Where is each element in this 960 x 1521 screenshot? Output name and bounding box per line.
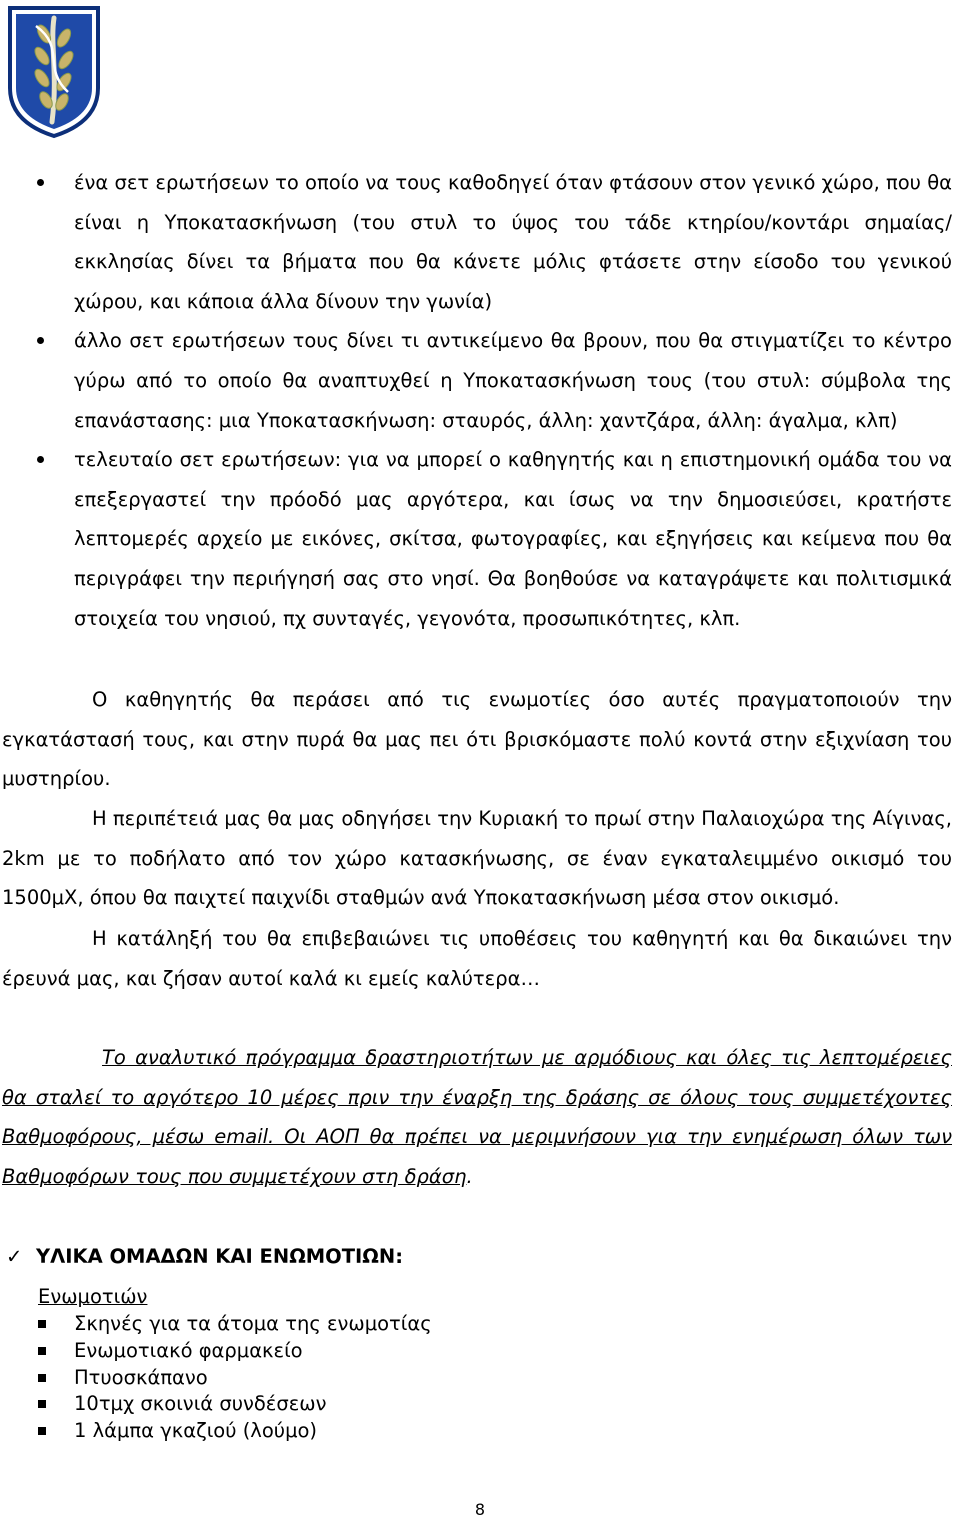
bullet-text: τελευταίο σετ ερωτήσεων: για να μπορεί ο καθηγητής και η επιστημονική ομάδα του να επεξεργαστεί την πρόοδό μας αργότερα, και ίσως να την δημοσιεύσει, κρατήστε λεπτομερές αρχείο με εικόνες, σκίτσα, φωτογραφίες, και εξηγήσεις και κείμενα που θα περιγράφει την περιήγησή σας στο νησί. Θα βοηθούσε να καταγράψετε και πολιτισμικά στοιχεία του νησιού, πχ συνταγές, γεγονότα, προσωπικότητες, κλπ. bbox=[74, 448, 952, 630]
item-text: Σκηνές για τα άτομα της ενωμοτίας bbox=[74, 1312, 432, 1335]
section-title: ΥΛΙΚΑ ΟΜΑΔΩΝ ΚΑΙ ΕΝΩΜΟΤΙΩΝ: bbox=[36, 1245, 404, 1268]
bullet-icon bbox=[37, 179, 44, 186]
square-bullet-icon bbox=[38, 1374, 46, 1382]
square-bullet-icon bbox=[38, 1400, 46, 1408]
materials-list bbox=[0, 1311, 432, 1445]
item-text: Πτυοσκάπανο bbox=[74, 1365, 208, 1389]
bullet-icon bbox=[37, 456, 44, 463]
subheading-patrols: Ενωμοτιών bbox=[38, 1285, 148, 1308]
list-item bbox=[0, 321, 960, 440]
bullet-icon bbox=[37, 337, 44, 344]
list-item bbox=[0, 1338, 432, 1365]
bullet-text: ένα σετ ερωτήσεων το οποίο να τους καθοδηγεί όταν φτάσουν στον γενικό χώρο, που θα είναι η Υποκατασκήνωση (του στυλ το ύψος του τάδε κτηρίου/κοντάρι σημαίας/εκκλησίας δίνει τα βήματα που θα κάνετε μόλις φτάσετε στην είσοδο του γενικού χώρου, και κάποια άλλα δίνουν την γωνία) bbox=[74, 171, 952, 313]
item-text: Ενωμοτιακό φαρμακείο bbox=[74, 1338, 303, 1362]
scout-shield-emblem-icon bbox=[6, 4, 102, 140]
checkmark-icon: ✓ bbox=[6, 1245, 23, 1268]
program-note-end: . bbox=[466, 1164, 473, 1188]
program-note bbox=[2, 1038, 952, 1196]
square-bullet-icon bbox=[38, 1320, 46, 1328]
list-item bbox=[0, 1391, 432, 1418]
paragraph-conclusion: Η κατάληξή του θα επιβεβαιώνει τις υποθέσεις του καθηγητή και θα δικαιώνει την έρευνά μας, και ζήσαν αυτοί καλά κι εμείς καλύτερα… bbox=[2, 927, 952, 990]
paragraph-teacher-visit: Ο καθηγητής θα περάσει από τις ενωμοτίες όσο αυτές πραγματοποιούν την εγκατάστασή τους, και στην πυρά θα μας πει ότι βρισκόμαστε πολύ κοντά στην εξιχνίαση του μυστηρίου. bbox=[2, 688, 952, 791]
bullet-text: άλλο σετ ερωτήσεων τους δίνει τι αντικείμενο θα βρουν, που θα στιγματίζει το κέντρο γύρω από το οποίο θα αναπτυχθεί η Υποκατασκήνωση τους (του στυλ: σύμβολα της επανάστασης: μια Υποκατασκήνωση: σταυρός, άλλη: χαντζάρα, άλλη: άγαλμα, κλπ) bbox=[74, 329, 952, 432]
page-number: 8 bbox=[474, 1500, 486, 1519]
program-note-text: Το αναλυτικό πρόγραμμα δραστηριοτήτων με αρμόδιους και όλες τις λεπτομέρειες θα σταλεί το αργότερο 10 μέρες πριν την έναρξη της δράσης σε όλους τους συμμετέχοντες Βαθμοφόρους, μέσω email. Οι ΑΟΠ θα πρέπει να μεριμνήσουν για την ενημέρωση όλων των Βαθμοφόρων τους που συμμετέχουν στη δράση bbox=[2, 1046, 952, 1188]
list-item bbox=[0, 1311, 432, 1338]
square-bullet-icon bbox=[38, 1427, 46, 1435]
list-item bbox=[0, 163, 960, 321]
list-item bbox=[0, 1365, 432, 1392]
bullet-list bbox=[0, 163, 960, 638]
list-item bbox=[0, 440, 960, 638]
paragraph-adventure: Η περιπέτειά μας θα μας οδηγήσει την Κυριακή το πρωί στην Παλαιοχώρα της Αίγινας, 2km με το ποδήλατο από τον χώρο κατασκήνωσης, σε έναν εγκαταλειμμένο οικισμό του 1500μΧ, όπου θα παιχτεί παιχνίδι σταθμών ανά Υποκατασκήνωση μέσα στον οικισμό. bbox=[2, 807, 952, 910]
item-text: 10τμχ σκοινιά συνδέσεων bbox=[74, 1392, 327, 1416]
square-bullet-icon bbox=[38, 1347, 46, 1355]
section-heading bbox=[6, 1242, 403, 1272]
item-text: 1 λάμπα γκαζιού (λούμο) bbox=[74, 1419, 318, 1443]
list-item bbox=[0, 1418, 432, 1445]
